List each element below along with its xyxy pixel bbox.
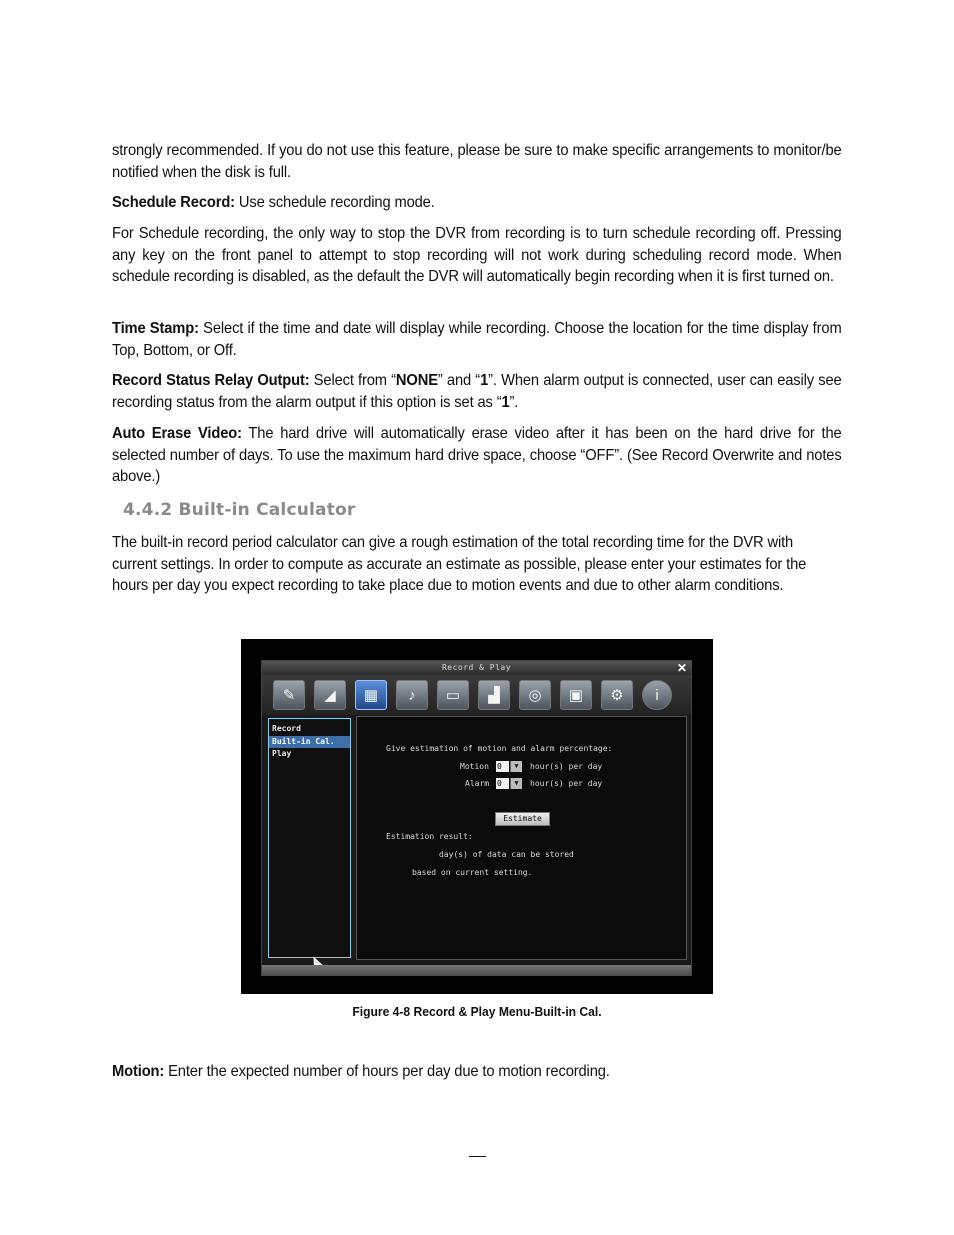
- paragraph-relay-output: [112, 370, 842, 413]
- network-icon[interactable]: ▟: [478, 680, 510, 710]
- dvr-window: [261, 660, 692, 976]
- motion-definition-label: Motion:: [112, 1063, 165, 1080]
- time-stamp-text: Select if the time and date will display while recording. Choose the location for the time display from Top, Bottom, or Off.: [112, 320, 842, 359]
- estimation-result-label: Estimation result:: [386, 832, 473, 841]
- monitor-icon[interactable]: ▣: [560, 680, 592, 710]
- dvr-title: Record & Play: [262, 661, 691, 675]
- backup-icon[interactable]: ◎: [519, 680, 551, 710]
- motion-definition-text: Enter the expected number of hours per day due to motion recording.: [164, 1063, 610, 1080]
- dvr-calculator-panel: [356, 716, 687, 960]
- close-icon[interactable]: ✕: [676, 661, 688, 675]
- alarm-dropdown-icon[interactable]: ▼: [510, 778, 522, 789]
- figure-caption: Figure 4-8 Record & Play Menu-Built-in Cal.: [352, 1004, 602, 1019]
- hdd-icon[interactable]: ▭: [437, 680, 469, 710]
- relay-one: 1: [480, 372, 489, 389]
- info-icon[interactable]: i: [642, 680, 672, 710]
- relay-text-c: ”. When alarm output is connected, user can easily see recording status from the alarm output if this option is set as “: [112, 372, 842, 411]
- dvr-status-bar: [262, 965, 691, 976]
- menu-item-record[interactable]: Record: [272, 724, 301, 733]
- paragraph-motion: [112, 1061, 842, 1083]
- relay-text-d: ”.: [509, 393, 519, 411]
- record-icon[interactable]: ▦: [355, 680, 387, 710]
- motion-label: Motion: [460, 762, 489, 771]
- auto-erase-label: Auto Erase Video:: [112, 425, 242, 442]
- relay-text-a: Select from “: [309, 372, 396, 389]
- relay-one-b: 1: [501, 393, 510, 411]
- alarm-hours-field[interactable]: 0: [496, 778, 509, 789]
- menu-item-play[interactable]: Play: [272, 749, 292, 758]
- section-heading: 4.4.2 Built-in Calculator: [123, 500, 356, 520]
- motion-hours-field[interactable]: 0: [496, 761, 509, 772]
- alarm-unit: hour(s) per day: [530, 779, 603, 788]
- motion-dropdown-icon[interactable]: ▼: [510, 761, 522, 772]
- motion-unit: hour(s) per day: [530, 762, 603, 771]
- paragraph-auto-erase: [112, 423, 842, 488]
- paragraph-schedule-record: [112, 192, 842, 214]
- estimation-result-line1: day(s) of data can be stored: [439, 850, 574, 859]
- paragraph-disk-full: strongly recommended. If you do not use this feature, please be sure to make specific arrangements to monitor/be notified when the disk is full.: [112, 142, 842, 181]
- dvr-side-menu: [268, 718, 351, 958]
- estimation-result-line2: based on current setting.: [412, 868, 533, 877]
- schedule-record-text: Use schedule recording mode.: [234, 194, 435, 211]
- alarm-label: Alarm: [465, 779, 490, 788]
- estimation-prompt: Give estimation of motion and alarm percentage:: [386, 744, 613, 753]
- paragraph-calculator: The built-in record period calculator can give a rough estimation of the total recording time for the DVR with current settings. In order to compute as accurate an estimate as possible, please enter your estimates for the hours per day you expect recording to take place due to motion events and due to other alarm conditions.: [112, 534, 807, 594]
- relay-none: NONE: [395, 372, 438, 389]
- menu-item-built-in-cal[interactable]: Built-in Cal.: [269, 736, 350, 749]
- estimate-button[interactable]: Estimate: [495, 812, 550, 826]
- camera-icon[interactable]: ◢: [314, 680, 346, 710]
- dvr-toolbar: [262, 675, 691, 715]
- schedule-record-label: Schedule Record:: [112, 194, 235, 211]
- time-stamp-label: Time Stamp:: [112, 320, 199, 337]
- figure-dvr-screenshot: [241, 639, 713, 994]
- relay-output-label: Record Status Relay Output:: [112, 372, 310, 389]
- relay-text-b: ” and “: [437, 372, 481, 389]
- alarm-bell-icon[interactable]: ♪: [396, 680, 428, 710]
- tools-icon[interactable]: ✎: [273, 680, 305, 710]
- paragraph-schedule-details: For Schedule recording, the only way to stop the DVR from recording is to turn schedule recording off. Pressing any key on the front panel to attempt to stop recording will not work during scheduling record mode. When schedule recording is disabled, as the default the DVR will automatically begin recording when it is first turned on.: [112, 225, 842, 285]
- auto-erase-text: The hard drive will automatically erase video after it has been on the hard drive for the selected number of days. To use the maximum hard drive space, choose “OFF”. (See Record Overwrite and notes above.): [112, 425, 842, 485]
- paragraph-time-stamp: [112, 318, 842, 361]
- page-number-line: [469, 1156, 486, 1157]
- settings-gear-icon[interactable]: ⚙: [601, 680, 633, 710]
